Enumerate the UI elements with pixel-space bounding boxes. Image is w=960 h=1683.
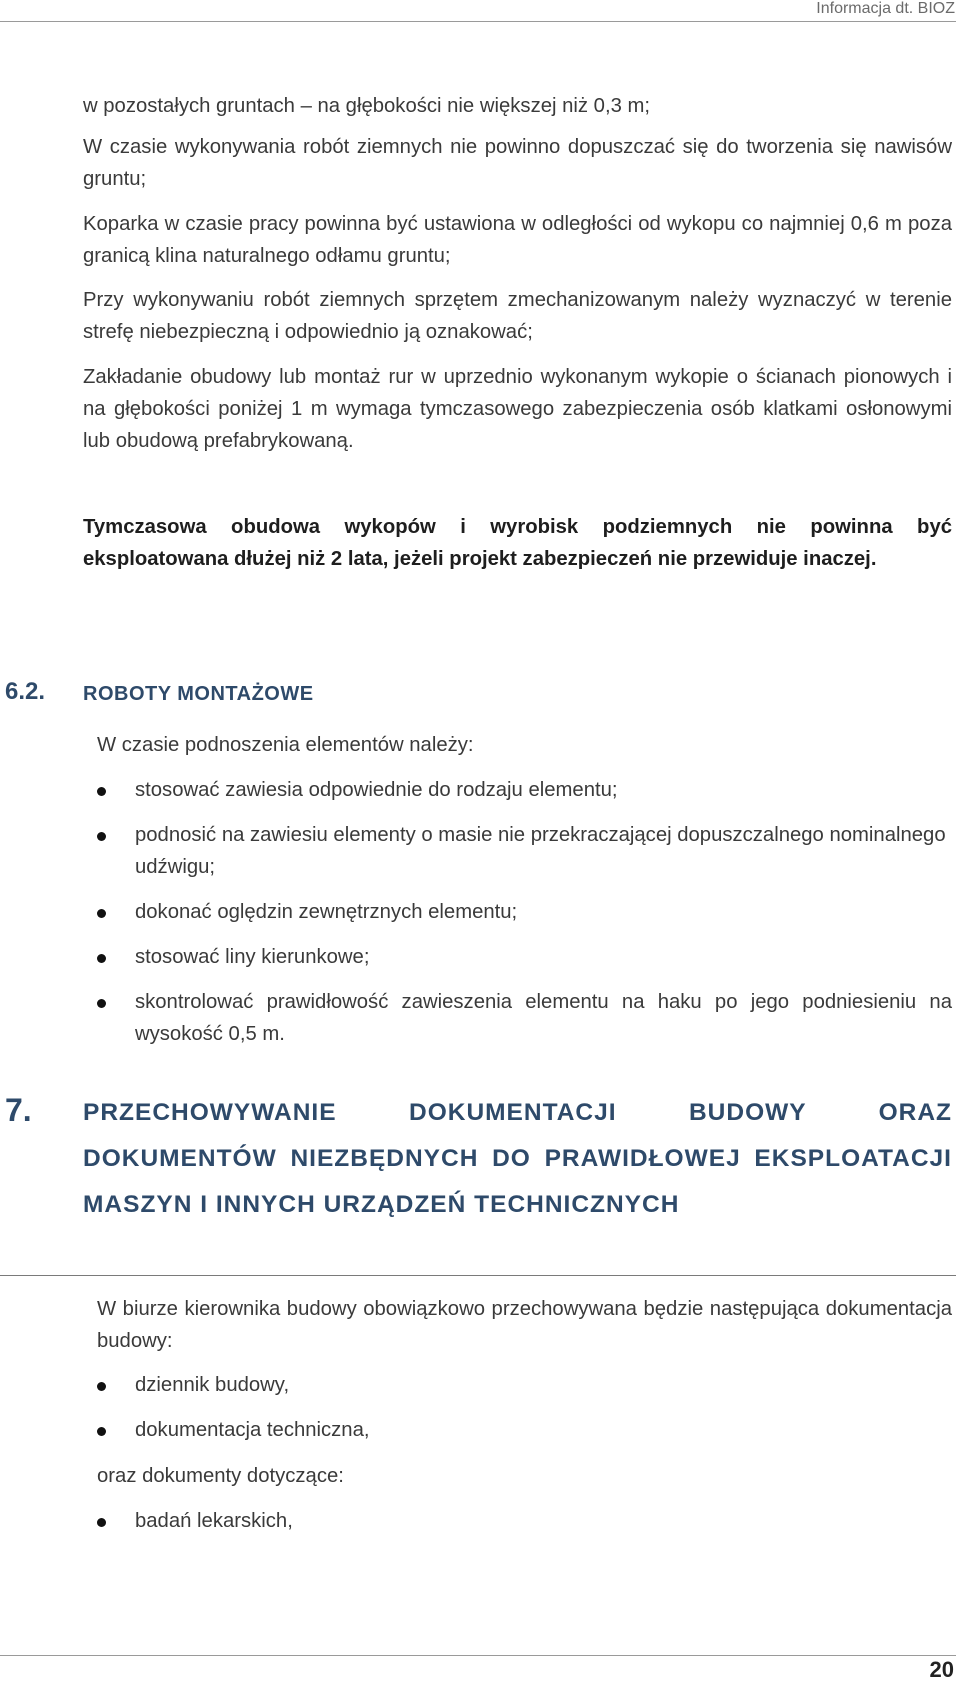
list-item xyxy=(97,774,952,806)
bullet-icon xyxy=(97,909,106,918)
paragraph-overhang: W czasie wykonywania robót ziemnych nie powinno dopuszczać się do tworzenia się nawisów gruntu; xyxy=(83,136,952,190)
bullet-icon xyxy=(97,1427,106,1436)
section-6-2-number xyxy=(5,677,45,707)
section-number: 7. xyxy=(5,1092,32,1128)
bullet-icon xyxy=(97,787,106,796)
list-item xyxy=(97,941,952,973)
list-item xyxy=(97,1414,952,1446)
section-6-2-intro: W czasie podnoszenia elementów należy: xyxy=(97,734,474,756)
paragraph-excavator: Koparka w czasie pracy powinna być ustawiona w odległości od wykopu co najmniej 0,6 m poza granicą klina naturalnego odłamu gruntu; xyxy=(83,213,952,267)
list-item-text: skontrolować prawidłowość zawieszenia elementu na haku po jego podniesieniu na wysokość 0,5 m. xyxy=(135,991,952,1045)
paragraph-temporary-casing: Tymczasowa obudowa wykopów i wyrobisk podziemnych nie powinna być eksploatowana dłużej niż 2 lata, jeżeli projekt zabezpieczeń nie przewiduje inaczej. xyxy=(83,516,952,570)
bullet-icon xyxy=(97,1518,106,1527)
documents-list xyxy=(97,1505,952,1537)
section-7-intro-2: oraz dokumenty dotyczące: xyxy=(97,1465,344,1487)
section-6-2-title: ROBOTY MONTAŻOWE xyxy=(83,683,314,705)
lifting-rules-list xyxy=(97,774,952,1050)
list-item-text: podnosić na zawiesiu elementy o masie nie przekraczającej dopuszczalnego nominalnego udźwigu; xyxy=(135,824,946,878)
list-item xyxy=(97,986,952,1050)
paragraph-shallow-depth: w pozostałych gruntach – na głębokości nie większej niż 0,3 m; xyxy=(83,95,651,117)
bullet-icon xyxy=(97,1382,106,1391)
list-item-text: dokumentacja techniczna, xyxy=(135,1419,370,1441)
paragraph-danger-zone: Przy wykonywaniu robót ziemnych sprzętem zmechanizowanym należy wyznaczyć w terenie strefę niebezpieczną i odpowiednio ją oznakować; xyxy=(83,289,952,343)
bullet-icon xyxy=(97,832,106,841)
list-item-text: stosować liny kierunkowe; xyxy=(135,946,370,968)
list-item-text: dokonać oględzin zewnętrznych elementu; xyxy=(135,901,518,923)
list-item xyxy=(97,1505,952,1537)
footer-divider xyxy=(0,1655,956,1656)
list-item-text: dziennik budowy, xyxy=(135,1374,290,1396)
paragraph-casing: Zakładanie obudowy lub montaż rur w uprzednio wykonanym wykopie o ścianach pionowych i na głębokości poniżej 1 m wymaga tymczasowego zabezpieczenia osób klatkami osłonowymi lub obudową prefabrykowaną. xyxy=(83,366,952,452)
list-item xyxy=(97,1369,952,1401)
running-header: Informacja dt. BIOZ xyxy=(816,0,955,17)
bullet-icon xyxy=(97,999,106,1008)
section-7-number-wrap xyxy=(5,1090,32,1130)
section-divider xyxy=(0,1275,956,1276)
list-item-text: badań lekarskich, xyxy=(135,1510,293,1532)
header-divider xyxy=(0,21,956,22)
section-7-intro: W biurze kierownika budowy obowiązkowo przechowywana będzie następująca dokumentacja budowy: xyxy=(97,1298,952,1352)
list-item-text: stosować zawiesia odpowiednie do rodzaju elementu; xyxy=(135,779,618,801)
section-number: 6.2. xyxy=(5,678,46,705)
page-number: 20 xyxy=(929,1657,954,1682)
section-7-title: PRZECHOWYWANIE DOKUMENTACJI BUDOWY ORAZ DOKUMENTÓW NIEZBĘDNYCH DO PRAWIDŁOWEJ EKSPLOATACJI MASZYN I INNYCH URZĄDZEŃ TECHNICZNYCH xyxy=(83,1099,952,1218)
bullet-icon xyxy=(97,954,106,963)
documentation-list xyxy=(97,1369,952,1446)
list-item xyxy=(97,819,952,883)
list-item xyxy=(97,896,952,928)
